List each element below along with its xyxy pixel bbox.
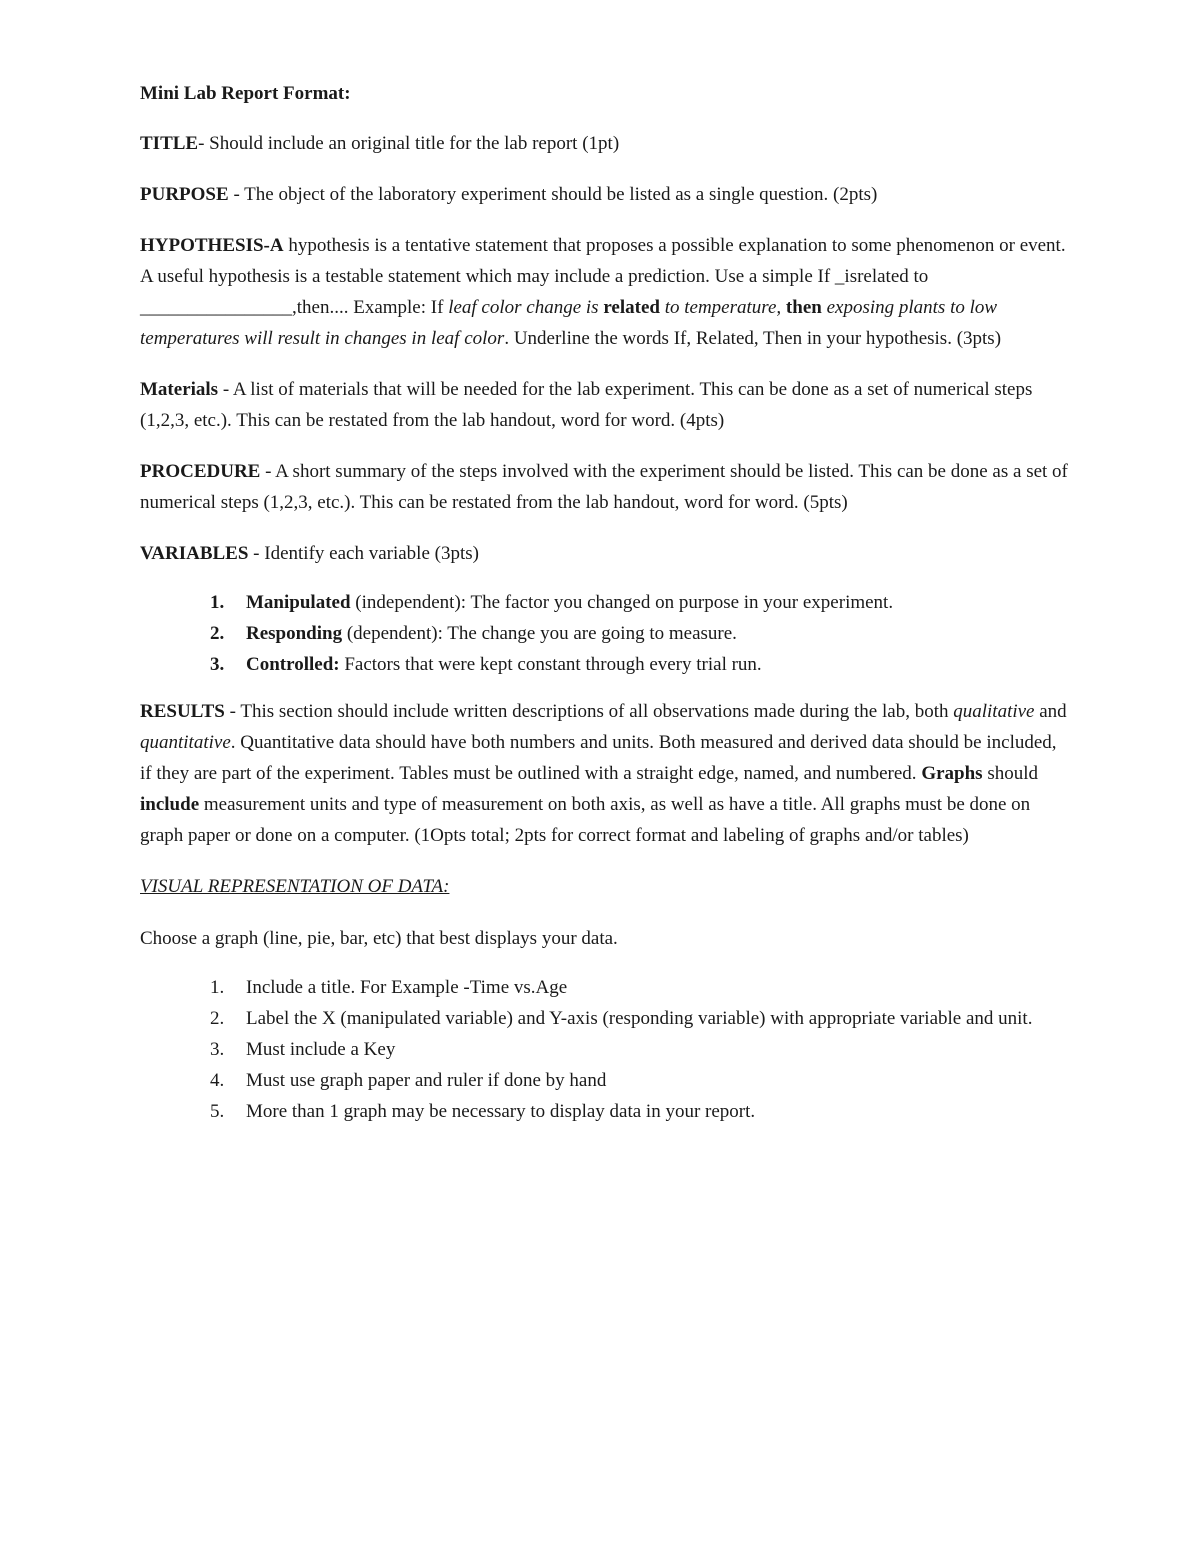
variable-term: Responding xyxy=(246,623,343,644)
list-number: 4. xyxy=(210,1070,225,1091)
document-page xyxy=(140,78,1070,1143)
results-quantitative: quantitative xyxy=(140,732,231,753)
visual-heading: VISUAL REPRESENTATION OF DATA: xyxy=(140,876,450,897)
variable-term: Manipulated xyxy=(246,592,351,613)
list-number: 3. xyxy=(210,1039,225,1060)
document-heading xyxy=(140,78,1070,109)
results-should: should xyxy=(982,763,1038,784)
hypothesis-text-end: . Underline the words If, Related, Then in your hypothesis. (3pts) xyxy=(504,328,1002,349)
variable-desc: (dependent): The change you are going to measure. xyxy=(342,623,737,644)
list-item xyxy=(140,1034,1070,1065)
materials-section xyxy=(140,374,1070,436)
results-text-2: . Quantitative data should have both numbers and units. Both measured and derived data should be included, if they are part of the experiment. Tables must be outlined with a straight edge, named, and numbered. xyxy=(140,732,1057,784)
list-text: Must include a Key xyxy=(246,1039,396,1060)
title-section xyxy=(140,128,1070,159)
hypothesis-label: HYPOTHESIS-A xyxy=(140,235,284,256)
list-item xyxy=(140,972,1070,1003)
procedure-section xyxy=(140,456,1070,518)
variables-list xyxy=(140,587,1070,680)
hypothesis-example-part1: leaf color change is xyxy=(448,297,604,318)
list-number: 5. xyxy=(210,1101,225,1122)
purpose-section xyxy=(140,179,1070,210)
list-item xyxy=(140,1003,1070,1034)
purpose-label: PURPOSE xyxy=(140,184,229,205)
list-number: 1. xyxy=(210,592,225,613)
list-number: 2. xyxy=(210,1008,225,1029)
hypothesis-example-part2: to temperature, xyxy=(659,297,786,318)
list-item xyxy=(140,587,1070,618)
hypothesis-example-then: then xyxy=(785,297,822,318)
results-text-3: measurement units and type of measurement on both axis, as well as have a title. All graphs must be done on graph paper or done on a computer. (1Opts total; 2pts for correct format and labeling of graphs and/or tables) xyxy=(140,794,1031,846)
results-and: and xyxy=(1034,701,1067,722)
list-item xyxy=(140,649,1070,680)
variables-section xyxy=(140,538,1070,569)
results-include: include xyxy=(140,794,200,815)
heading-text: Mini Lab Report Format: xyxy=(140,83,351,104)
list-item xyxy=(140,1096,1070,1127)
variables-label: VARIABLES xyxy=(140,543,249,564)
list-number: 3. xyxy=(210,654,225,675)
variable-desc: (independent): The factor you changed on purpose in your experiment. xyxy=(350,592,894,613)
title-label: TITLE xyxy=(140,133,199,154)
list-text: Must use graph paper and ruler if done by hand xyxy=(246,1070,607,1091)
variable-term: Controlled: xyxy=(246,654,340,675)
list-item xyxy=(140,618,1070,649)
materials-label: Materials xyxy=(140,379,219,400)
hypothesis-section xyxy=(140,230,1070,354)
results-graphs: Graphs xyxy=(921,763,983,784)
list-text: More than 1 graph may be necessary to display data in your report. xyxy=(246,1101,756,1122)
list-number: 2. xyxy=(210,623,225,644)
title-text: - Should include an original title for the lab report (1pt) xyxy=(198,133,620,154)
hypothesis-example-related: related xyxy=(603,297,660,318)
procedure-text: - A short summary of the steps involved with the experiment should be listed. This can be done as a set of numerical steps (1,2,3, etc.). This can be restated from the lab handout, word for word. (5pts) xyxy=(140,461,1068,513)
results-section xyxy=(140,696,1070,851)
visual-intro: Choose a graph (line, pie, bar, etc) that best displays your data. xyxy=(140,928,618,949)
list-text: Include a title. For Example -Time vs.Age xyxy=(246,977,568,998)
hypothesis-example-part3: exposing plants to low temperatures will result in changes in leaf color xyxy=(140,297,998,349)
results-text: - This section should include written descriptions of all observations made during the lab, both xyxy=(224,701,954,722)
results-label: RESULTS xyxy=(140,701,225,722)
variables-text: - Identify each variable (3pts) xyxy=(248,543,479,564)
visual-list xyxy=(140,972,1070,1127)
list-item xyxy=(140,1065,1070,1096)
results-qualitative: qualitative xyxy=(953,701,1035,722)
purpose-text: - The object of the laboratory experiment should be listed as a single question. (2pts) xyxy=(228,184,878,205)
variable-desc: Factors that were kept constant through every trial run. xyxy=(339,654,762,675)
procedure-label: PROCEDURE xyxy=(140,461,261,482)
list-number: 1. xyxy=(210,977,225,998)
list-text: Label the X (manipulated variable) and Y-axis (responding variable) with appropriate variable and unit. xyxy=(246,1008,1033,1029)
hypothesis-text: hypothesis is a tentative statement that proposes a possible explanation to some phenomenon or event. A useful hypothesis is a testable statement which may include a prediction. Use a simple If _isrelated to ________________,then.... Example: If xyxy=(140,235,1066,318)
materials-text: - A list of materials that will be needed for the lab experiment. This can be done as a set of numerical steps (1,2,3, etc.). This can be restated from the lab handout, word for word. (4pts) xyxy=(140,379,1033,431)
